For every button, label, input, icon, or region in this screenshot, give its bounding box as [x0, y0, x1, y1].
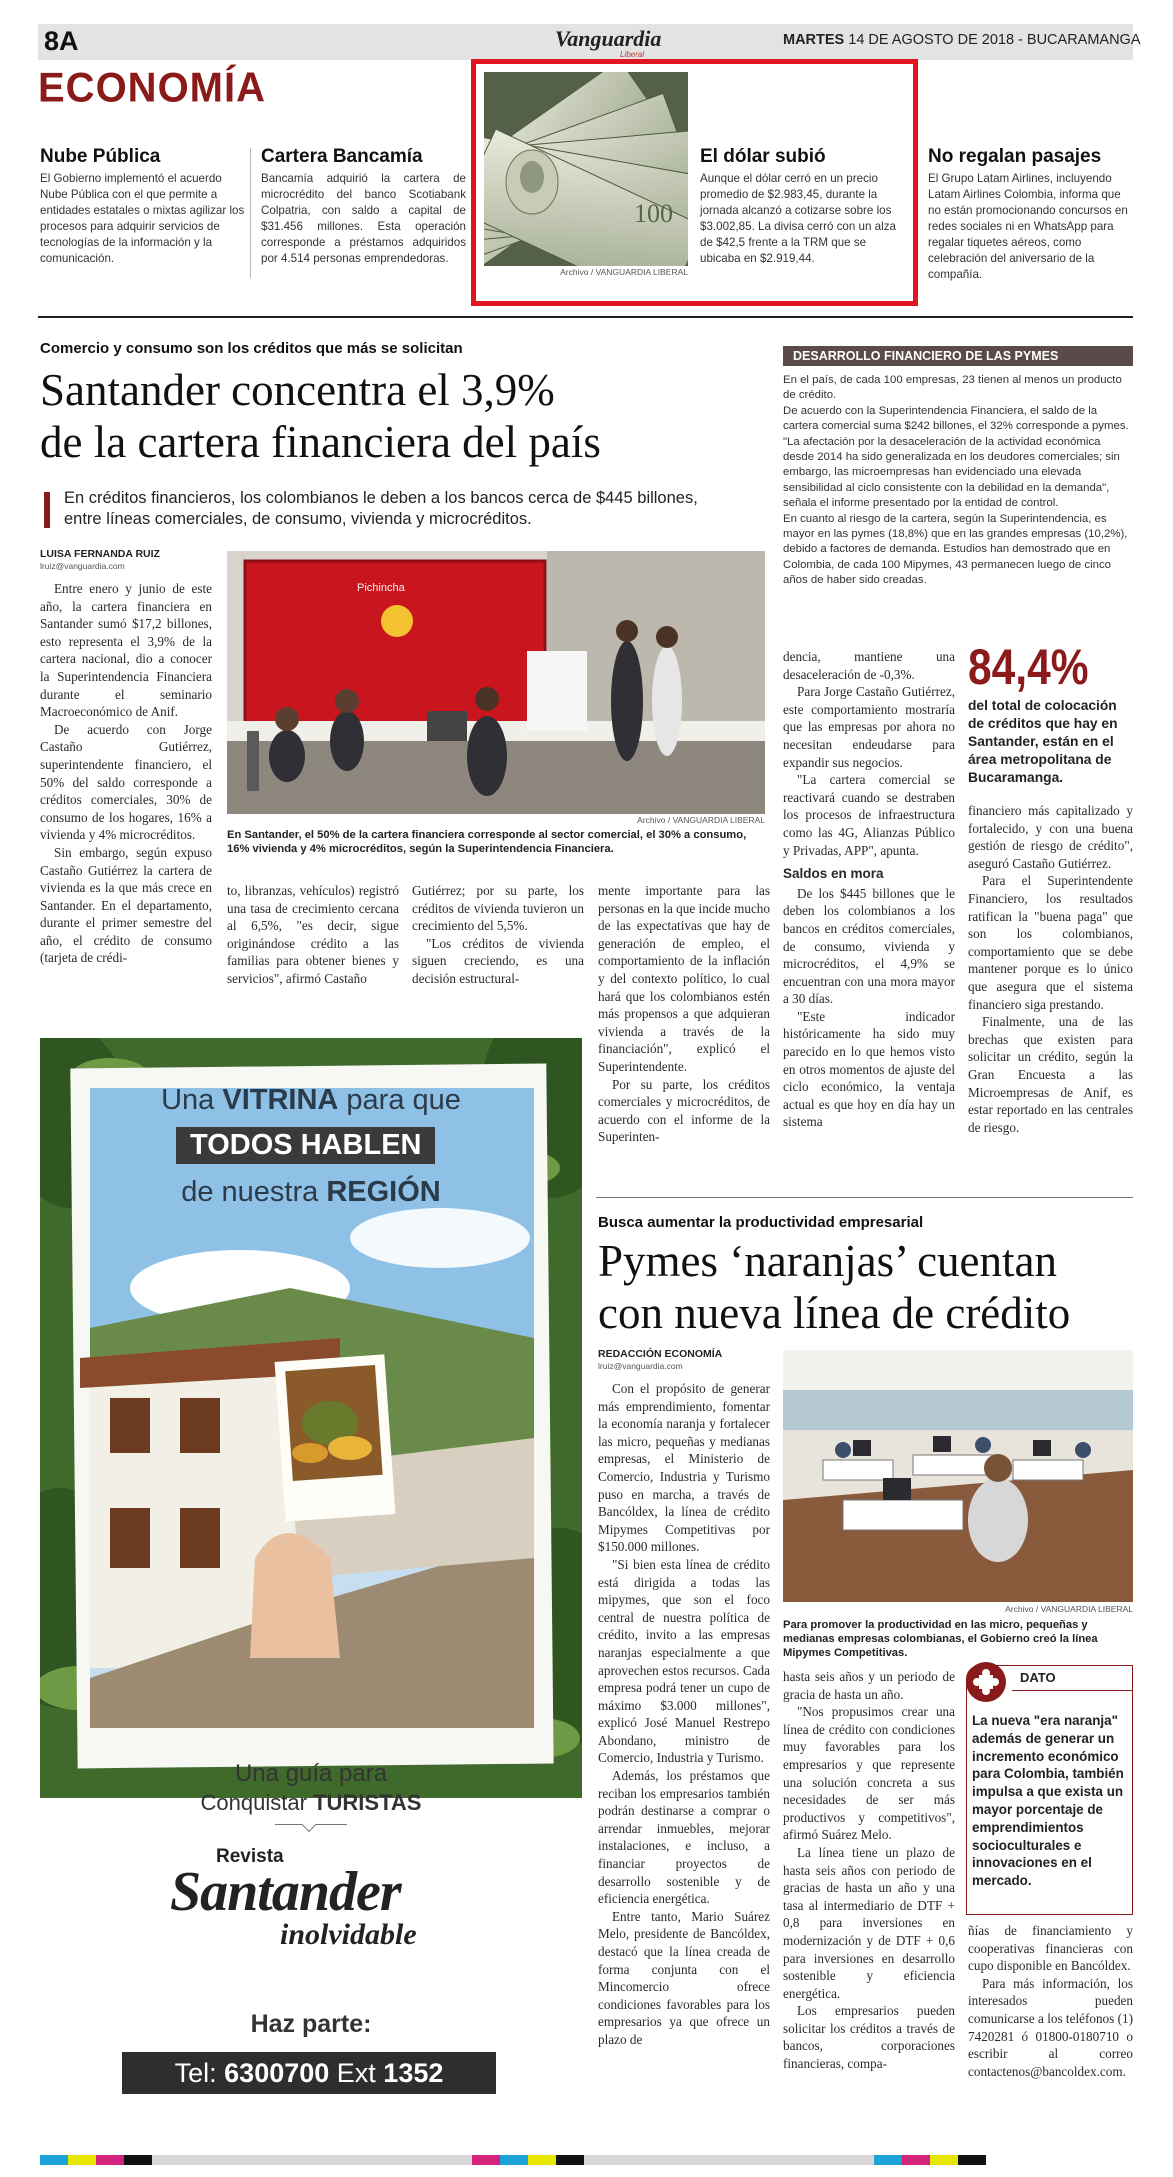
brief-title: No regalan pasajes [928, 146, 1102, 167]
article1-headline: Santander concentra el 3,9% de la cartera financiera del país [40, 365, 601, 467]
ad-join: Haz parte: [250, 2010, 372, 2038]
brief-body: Aunque el dólar cerró en un precio promedio de $2.983,45, durante la jornada alcanzó a cotizarse sobre los $3.002,85. La divisa cerró con un alza de $42,5 frente a la TRM que se ubicaba en $2.919,44. [700, 172, 896, 265]
subhead: Saldos en mora [783, 866, 884, 882]
article1-kicker: Comercio y consumo son los créditos que más se solicitan [40, 340, 463, 357]
dateline: MARTES 14 DE AGOSTO DE 2018 - BUCARAMANGA [783, 32, 1141, 48]
article1-col3: Gutiérrez; por su parte, los créditos de vivienda tuvieron un crecimiento del 5,5%. "Los créditos de vivienda siguen creciendo, es una decisión estructural- [412, 883, 584, 986]
article2-col3: ñías de financiamiento y cooperativas financieras con cupo disponible en Bancóldex. Para más información, los interesados pueden comunicarse a los teléfonos (1) 7420281 ó 01800-0180710 o escribir al correo contactenos@bancoldex.com. [968, 1923, 1133, 2079]
deck-marker [44, 492, 50, 528]
article2-headline: Pymes ‘naranjas’ cuentan con nueva línea de crédito [598, 1236, 1071, 1338]
dato-text: La nueva "era naranja" además de generar un incremento económico para Colombia, también impulsa a que exista un mayor porcentaje de emprendimientos socioculturales e innovaciones en el mercado. [972, 1713, 1124, 1889]
ad-line3: de nuestra REGIÓN [181, 1176, 441, 1208]
ad-line2: TODOS HABLEN [176, 1127, 435, 1164]
sidebar-title: DESARROLLO FINANCIERO DE LAS PYMES [783, 346, 1133, 366]
article2-author: REDACCIÓN ECONOMÍA [598, 1348, 723, 1360]
brief-no-regalan-pasajes [928, 146, 1133, 283]
page-number: 8A [44, 26, 79, 56]
sidebar-body: En el país, de cada 100 empresas, 23 tienen al menos un producto de crédito. De acuerdo con la Superintendencia Financiera, el saldo de la cartera comercial suma $242 billones, el 32% corresponde a pymes. "La afectación por la desaceleración de la actividad económica desde 2014 ha sido generalizada en los deudores comerciales; sin embargo, las microempresas han evidenciado una elevada sensibilidad al ciclo consistente con la debilidad en la demanda", señala el informe presentado por la entidad de control. En cuanto al riesgo de la cartera, según la Superintendencia, es mayor en las pymes (18,8%) que en las grandes empresas (10,2%), debido a factores de demanda. Estudios han demostrado que en Colombia, de cada 100 Mipymes, 43 permanecen luego de cinco años de haber sido creadas. [783, 374, 1129, 587]
divider [596, 1197, 1133, 1198]
ad-brand-small: Revista [216, 1846, 284, 1867]
chevron-down-icon [302, 1818, 316, 1832]
article1-author: LUISA FERNANDA RUIZ [40, 548, 160, 560]
ad-brand-script: Santander [170, 1861, 401, 1923]
stat-text: del total de colocación de créditos que hay en Santander, están en el área metropolitana de Bucaramanga. [968, 698, 1118, 785]
color-bar [40, 2152, 1133, 2162]
article2-kicker: Busca aumentar la productividad empresarial [598, 1214, 924, 1231]
svg-text:100: 100 [634, 199, 673, 228]
photo-credit: Archivo / VANGUARDIA LIBERAL [637, 815, 765, 825]
advertisement[interactable] [40, 1038, 582, 2095]
article1-col6: financiero más capitalizado y fortalecido, y con una buena gestión de riesgo de crédito", aseguró Castaño Gutiérrez. Para el Superintendente Financiero, los resultados ratifican la "buena paga" que son los colombianos, comportamiento que se debe mantener porque es lo único que asegura que el sistema financiero siga prestando. Finalmente, una de las brechas que existen para solicitar un crédito, según la Gran Encuesta a las Microempresas de Anif, es estar reportado en las centrales de riesgo. [968, 803, 1133, 1135]
article2-col1: Con el propósito de generar más emprendimiento, fomentar la economía naranja y fortalecer las micro, pequeñas y medianas empresas, el Ministerio de Comercio, Industria y Turismo puso en marcha, a través de Bancóldex, la línea de crédito Mipymes Competitivas por $150.000 millones. "Si bien esta línea de crédito está dirigida a todas las mipymes, que son el foco central de nuestra política de crédito, invito a las empresas naranjas especialmente a que aprovechen estos recursos. Cada empresa podrá tener un cupo de máximo $3.000 millones", explicó José Manuel Restrepo Abondano, ministro de Comercio, Industria y Turismo. Además, los préstamos que reciban los empresarios también podrán destinarse a comprar o arrendar inmuebles, mejorar instalaciones, e incluso, a financiar proyectos de desarrollo sostenible y de eficiencia energética. Entre tanto, Mario Suárez Melo, presidente de Bancóldex, destacó que la línea creada de forma conjunta con el Mincomercio ofrece condiciones favorables para los empresarios ya que ofrece un plazo de [598, 1381, 770, 2047]
masthead-logo: Vanguardia [555, 26, 662, 51]
ad-guide-line2: Conquistar TURISTAS [200, 1790, 422, 1815]
article2-col2: hasta seis años y un periodo de gracia de hasta un año. "Nos propusimos crear una línea de crédito con condiciones muy favorables para los empresarios y que represente una solución concreta a sus necesidades de ser más productivos y competitivos", afirmó Suárez Melo. La línea tiene un plazo de hasta seis años con periodo de gracias de hasta un año y una tasa al intermediario de DTF + 0,8 para inversiones en modernización y de DTF + 0,6 para inversiones en desarrollo sostenible y eficiencia energética. Los empresarios pueden solicitar los créditos a través de bancos, corporaciones financieras, compa- [783, 1669, 955, 2072]
article2-email: lruiz@vanguardia.com [598, 1361, 683, 1371]
stat-value: 84,4% [968, 639, 1089, 695]
masthead-sub: Liberal [620, 50, 645, 59]
article1-col1: Entre enero y junio de este año, la cartera financiera en Santander sumó $17,2 billones, esto representa el 3,9% de la cartera nacional, dio a conocer la Superintendencia Financiera durante el seminario Macroeconómico de Anif. De acuerdo con Jorge Castaño Gutiérrez, superintendente financiero, el 50% del saldo corresponde a créditos comerciales, 30% de consumo de los hogares, 16% a vivienda y 4% microcréditos. Sin embargo, según expuso Castaño Gutiérrez la cartera de vivienda es la que más crece en Santander. En el departamento, durante el primer semestre del año, el crédito de consumo (tarjeta de crédi- [40, 581, 212, 966]
divider [1012, 1690, 1133, 1691]
office-photo [783, 1350, 1133, 1602]
photo-sign: Pichincha [357, 582, 405, 594]
article1-deck: En créditos financieros, los colombianos le deben a los bancos cerca de $445 billones, entre líneas comerciales, de consumo, vivienda y microcréditos. [64, 489, 698, 528]
brief-cartera-bancamia [261, 146, 466, 267]
photo-credit: Archivo / VANGUARDIA LIBERAL [560, 267, 688, 277]
dollar-bills-photo [484, 72, 688, 266]
photo-caption: Para promover la productividad en las micro, pequeñas y medianas empresas colombianas, el Gobierno creó la línea Mipymes Competitivas. [783, 1619, 1098, 1659]
article1-email: lruiz@vanguardia.com [40, 561, 125, 571]
brief-nube-publica [40, 146, 245, 267]
article1-col4: mente importante para las personas en la que incide mucho de las expectativas que hay de generación de empleo, el comportamiento de la inflación y del contexto político, lo cual hará que los colombianos estén más propensos a que adquieran vivienda a través de la financiación", explicó el Superintendente. Por su parte, los créditos comerciales y microcréditos, de acuerdo con el informe de la Superinten- [598, 883, 770, 1145]
article1-col5: dencia, mantiene una desaceleración de -0,3%. Para Jorge Castaño Gutiérrez, este comportamiento mostraría que las empresas por ahora no necesitan endeudarse para expandir sus negocios. "La cartera comercial se reactivará cuando se destraben los procesos de infraestructura como las 4G, Alianzas Público y Privadas, APP", apunta. Saldos en mora De los $445 billones que le deben los colombianos a los bancos en créditos comerciales, de consumo, vivienda y microcréditos, el 4,9% se encuentran con una mora mayor a 30 días. "Este indicador históricamente ha sido muy parecido en lo que hemos visto en otros momentos de ajuste del ciclo económico, la ventaja actual es que hoy en día hay un sistema [783, 649, 955, 1130]
section-title: ECONOMÍA [38, 64, 266, 112]
section-rule [38, 316, 1133, 318]
ad-brand-script2: inolvidable [280, 1918, 417, 1951]
ad-phone[interactable]: Tel: 6300700 Ext 1352 [122, 2052, 496, 2094]
dato-label: DATO [1020, 1670, 1056, 1685]
photo-caption: En Santander, el 50% de la cartera financiera corresponde al sector comercial, el 30% a consumo, 16% vivienda y 4% microcréditos, según la Superintendencia Financiera. [227, 829, 747, 855]
bank-photo [227, 551, 765, 814]
ad-line1: Una VITRINA para que [161, 1084, 461, 1116]
photo-credit: Archivo / VANGUARDIA LIBERAL [1005, 1604, 1133, 1614]
brief-body: El Gobierno implementó el acuerdo Nube Pública con el que permite a entidades estatales o mixtas agilizar los procesos para adquirir servicios de tecnologías de la información y la comunicación. [40, 172, 245, 265]
divider [250, 148, 251, 278]
brief-dolar-subio [700, 146, 908, 267]
brief-title: El dólar subió [700, 146, 826, 167]
article1-col2: to, libranzas, vehículos) registró una tasa de crecimiento cercana al 6,5%, "es decir, sigue originándose crédito a las familias para obtener bienes y servicios", afirmó Castaño [227, 883, 399, 986]
ad-guide-line1: Una guía para [234, 1760, 388, 1787]
puzzle-icon [966, 1662, 1006, 1702]
brief-body: El Grupo Latam Airlines, incluyendo Latam Airlines Colombia, informa que no están promocionando concursos en redes sociales ni en WhatsApp para regalar tiquetes aéreos, como celebración del aniversario de la compañía. [928, 172, 1128, 281]
brief-body: Bancamía adquirió la cartera de microcrédito del banco Scotiabank Colpatria, con saldo a capital de $31.456 millones. Esta operación corresponde a préstamos adquiridos por 4.514 personas emprendedoras. [261, 172, 466, 265]
brief-title: Cartera Bancamía [261, 146, 423, 167]
brief-title: Nube Pública [40, 146, 161, 167]
